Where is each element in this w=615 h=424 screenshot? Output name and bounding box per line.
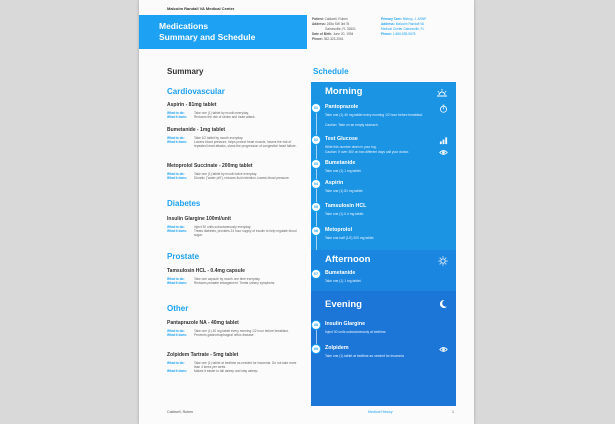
med-insulin <box>167 216 297 238</box>
step-number: 04 <box>311 179 321 189</box>
schedule-heading: Schedule <box>313 67 349 76</box>
document-page <box>139 0 474 424</box>
step-number: 07 <box>311 269 321 279</box>
sunrise-icon <box>436 88 448 98</box>
item-title: Bumetanide <box>325 160 356 166</box>
care-row: Address: Malcolm Randall VA <box>381 22 425 26</box>
category-other: Other <box>167 304 189 313</box>
title-line-1: Medications <box>159 21 209 31</box>
what-it-does-row: What it does: Treats diabetes, provides 24 hour supply of insulin to help regulate blood sugar. <box>167 229 297 238</box>
care-row: Phone: 1-888-555-5678 <box>381 32 416 36</box>
what-it-does-row: What it does: Diuretic ("water pill"), reduces fluid retention, lowers blood pressure. <box>167 176 290 181</box>
item-title: Test Glucose <box>325 136 358 142</box>
band-title-morning: Morning <box>325 86 363 97</box>
item-desc: Take one (1) 40 mg tablet every morning 1/2 hour before breakfast. <box>325 113 423 117</box>
primary-care-info <box>381 17 463 37</box>
item-desc: Take one-half (1/2) 200 mg tablet. <box>325 236 375 240</box>
hospital-name: Malcolm Randall VA Medical Center <box>167 6 235 11</box>
category-prostate: Prostate <box>167 252 200 261</box>
what-to-do-row: What to do: Take one (1) tablet by mouth everyday. <box>167 111 249 115</box>
sun-icon <box>438 256 448 266</box>
care-row: Medical Center Gainesville, FL <box>381 27 425 31</box>
med-bumetanide <box>167 127 297 149</box>
band-evening <box>311 291 456 406</box>
title-banner <box>139 15 307 49</box>
item-title: Aspirin <box>325 180 344 186</box>
step-number: 06 <box>311 226 321 236</box>
band-afternoon <box>311 250 456 291</box>
med-zolpidem <box>167 352 297 374</box>
item-title: Insulin Glargine <box>325 321 366 327</box>
item-title: Metoprolol <box>325 227 353 233</box>
eye-icon <box>439 148 448 157</box>
what-to-do-row: What to do: Take one (1) 40 mg tablet every morning 1/2 hour before breakfast. <box>167 329 289 333</box>
patient-row: Patient: Caldwell, Ruben <box>312 17 348 21</box>
what-it-does-row: What it does: Makes it easier to fall asleep and stay asleep. <box>167 369 259 374</box>
item-desc: Inject 30 units subcutaneously at bedtime. <box>325 330 387 334</box>
band-morning <box>311 82 456 250</box>
med-title: Bumetanide - 1mg tablet <box>167 127 226 133</box>
footer-section: Medical History <box>368 410 393 414</box>
item-title: Bumetanide <box>325 270 356 276</box>
item-title: Pantoprazole <box>325 104 359 110</box>
med-title: Metoprolol Succinate - 200mg tablet <box>167 163 253 169</box>
band-title-afternoon: Afternoon <box>325 254 371 265</box>
what-to-do-row: What to do: Inject 30 units subcutaneously everyday. <box>167 225 252 229</box>
what-it-does-row: What it does: Reduces prostate enlargement. Treats urinary symptoms. <box>167 281 276 286</box>
med-pantaprazole <box>167 320 297 337</box>
eye-icon <box>439 345 448 354</box>
med-title: Aspirin - 81mg tablet <box>167 102 217 108</box>
band-title-evening: Evening <box>325 299 362 310</box>
moon-icon <box>438 299 448 309</box>
item-caution: Caution: Take on an empty stomach. <box>325 123 379 127</box>
med-title: Pantaprazole NA - 40mg tablet <box>167 320 239 326</box>
item-desc: Take one (1) 0.4 mg tablet. <box>325 212 365 216</box>
med-aspirin <box>167 102 297 119</box>
step-number: 05 <box>311 202 321 212</box>
what-it-does-row: What it does: Reduces the risk of stroke and heart attack. <box>167 115 256 120</box>
what-to-do-row: What to do: Take one (1) tablet by mouth twice everyday. <box>167 172 258 176</box>
patient-info <box>312 17 380 42</box>
med-title: Insulin Glargine 100ml/unit <box>167 216 231 222</box>
stopwatch-icon <box>439 104 448 113</box>
item-desc: Write this number down in your log. <box>325 145 377 149</box>
what-to-do-row: What to do: Take one capsule by mouth one time everyday. <box>167 277 261 281</box>
item-desc: Take one (1) 81 mg tablet. <box>325 189 364 193</box>
schedule-panel <box>311 82 456 406</box>
category-diabetes: Diabetes <box>167 199 201 208</box>
item-desc: Take one (1) 1 mg tablet. <box>325 169 362 173</box>
title-line-2: Summary and Schedule <box>159 32 256 42</box>
step-number: 08 <box>311 320 321 330</box>
med-tamsulosin <box>167 268 297 285</box>
patient-row: Address: 245a SW 3rd St <box>312 22 350 26</box>
page-number: 1 <box>452 410 454 414</box>
med-title: Zolpidem Tartrate - 5mg tablet <box>167 352 239 358</box>
category-cardiovascular: Cardiovascular <box>167 87 225 96</box>
item-title: Tamsulosin HCL <box>325 203 367 209</box>
item-desc: Take one (1) 1 mg tablet. <box>325 279 362 283</box>
item-desc: Take one (1) tablet at bedtime as needed for insomnia <box>325 354 404 358</box>
med-title: Tamsulosin HCL - 0.4mg capsule <box>167 268 245 274</box>
bar-chart-icon <box>439 136 448 145</box>
what-to-do-row: What to do: Take one (1) tablet at bedtime as needed for insomnia. Do not take more than 4 times per week. <box>167 361 297 370</box>
what-it-does-row: What it does: Prevents gastroesophageal reflux disease. <box>167 333 255 338</box>
patient-row: Gainesville, FL 32601 <box>325 27 356 31</box>
item-caution: Caution: If over 300 on two different days call your doctor. <box>325 150 410 154</box>
patient-row: Date of Birth: June 20, 1994 <box>312 32 354 36</box>
footer-patient-name: Caldwell, Ruben <box>167 410 194 414</box>
step-number: 01 <box>311 103 321 113</box>
med-metoprolol <box>167 163 297 180</box>
care-row: Primary Care: Bishop, J. ARNP <box>381 17 427 21</box>
step-number: 02 <box>311 135 321 145</box>
what-it-does-row: What it does: Lowers blood pressure, helps protect heart muscle, lowers the risk of repeated heart attacks, slows the progression of congestive heart failure. <box>167 140 297 149</box>
what-to-do-row: What to do: Take 1/2 tablet by mouth everyday. <box>167 136 244 140</box>
summary-heading: Summary <box>167 67 204 76</box>
patient-row: Phone: 352-323-2061 <box>312 37 344 41</box>
step-number: 09 <box>311 344 321 354</box>
step-number: 03 <box>311 159 321 169</box>
item-title: Zolpidem <box>325 345 349 351</box>
